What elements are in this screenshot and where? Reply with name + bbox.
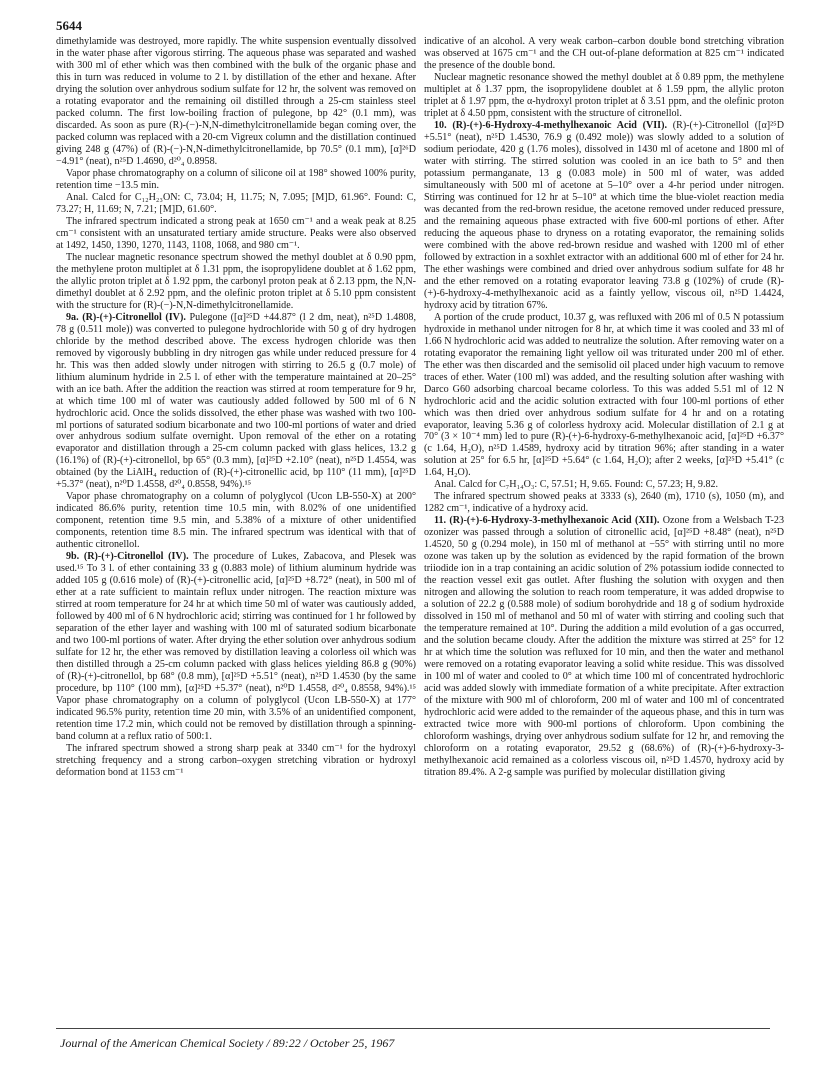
- paragraph: A portion of the crude product, 10.37 g, was refluxed with 206 ml of 0.5 N potassium hydroxide in methanol under nitrogen for 8 hr, at which time it was cooled and 33 ml of 1.66 N hydrochloric acid was added to neutralize the solution. After removing water on a rotating evaporator the remaining light yellow oil was triturated under 200 ml of ether. The ether was then discarded and the semisolid oil placed under high vacuum to remove traces of ether. Water (100 ml) was added, and the resulting solution after washing with Darco G60 adsorbing charcoal became colorless. To this was added 5.51 ml of 12 N hydrochloric acid and the acidic solution extracted with four 100-ml portions of ether which was then dried over anhydrous sodium sulfate for 4 hr and on a rotating evaporator, leaving 5.36 g of colorless hydroxy acid. Molecular distillation of 2.1 g at 70° (3 × 10⁻⁴ mm) led to pure (R)-(+)-6-hydroxy-6-methylhexanoic acid, [α]²⁵D +6.37° (c 1.64, H₂O), n²⁵D 1.4589, hydroxy acid by titration 96%; after standing in a water solution at 25° for 6.5 hr, [α]²⁵D +5.64° (c 1.64, H₂O); after 2 weeks, [α]²⁵D +5.41° (c 1.64, H₂O).: [424, 311, 784, 479]
- paragraph: [56, 312, 416, 492]
- paragraph: The infrared spectrum showed a strong sharp peak at 3340 cm⁻¹ for the hydroxyl stretching frequency and a strong carbon–oxygen stretching vibration or hydroxyl deformation bond at 1153 cm⁻¹: [56, 743, 416, 779]
- paragraph: The infrared spectrum indicated a strong peak at 1650 cm⁻¹ and a weak peak at 8.25 cm⁻¹ consistent with an unsaturated tertiary amide structure. Peaks were also observed at 1492, 1450, 1390, 1270, 1143, 1108, 1068, and 980 cm⁻¹.: [56, 215, 416, 251]
- section-heading: 11. (R)-(+)-6-Hydroxy-3-methylhexanoic Acid (XII).: [434, 515, 660, 527]
- paragraph: [424, 515, 784, 779]
- section-heading: 10. (R)-(+)-6-Hydroxy-4-methylhexanoic Acid (VII).: [434, 119, 667, 131]
- footer-rule: [56, 1028, 770, 1029]
- paragraph: The nuclear magnetic resonance spectrum showed the methyl doublet at δ 0.90 ppm, the methylene proton multiplet at δ 1.31 ppm, the isopropylidene doublet at δ 1.62 ppm, the allylic proton triplet at δ 1.92 ppm, the carbonyl proton peak at δ 2.13 ppm, the N,N-dimethyl doublet at δ 2.92 ppm, and the olefinic proton triplet at δ 5.10 ppm consistent with the structure for (R)-(−)-N,N-dimethylcitronellamide.: [56, 251, 416, 311]
- paragraph: [56, 551, 416, 743]
- journal-citation: Journal of the American Chemical Society / 89:22 / October 25, 1967: [60, 1036, 395, 1050]
- paragraph: Anal. Calcd for C₁₂H₂₃ON: C, 73.04; H, 11.75; N, 7.095; [M]D, 61.96°. Found: C, 73.27; H, 11.69; N, 7.21; [M]D, 61.60°.: [56, 191, 416, 215]
- paragraph: Vapor phase chromatography on a column of polyglycol (Ucon LB-550-X) at 200° indicated 86.6% purity, retention time 10.5 min, with 8.02% of one unidentified component, retention time 9.5 min, and 5.38% of a mixture of other unidentified components, retention time 8.5 min. The infrared spectrum was identical with that of authentic citronellol.: [56, 491, 416, 551]
- paragraph: Anal. Calcd for C₇H₁₄O₃: C, 57.51; H, 9.65. Found: C, 57.23; H, 9.82.: [434, 479, 719, 491]
- section-text: Pulegone ([α]²⁵D +44.87° (l 2 dm, neat), n²⁵D 1.4808, 78 g (0.511 mole)) was converted to pulegone hydrochloride with 50 g of dry hydrogen chloride by the method described above. The excess hydrogen chloride was then removed by vigorously bubbling in dry nitrogen gas while under reduced pressure for 4 hr. This was then added slowly under nitrogen with stirring to 26.5 g (0.7 mole) of lithium aluminum hydride in 2.5 l. of ether with the temperature maintained at 20–25° with an ice bath. After the addition the reaction was stirred at room temperature for 9 hr, at which time 100 ml of water was cautiously added followed by 500 ml of 6 N hydrochloric acid. Once the solids dissolved, the ether phase was washed with two 100-ml portions of saturated sodium bicarbonate and two 100-ml portions of water and dried over anhydrous sodium sulfate overnight. Upon removal of the ether on a rotating evaporator and distillation through a 25-cm column packed with glass helices, 13.2 g (16.1%) of (R)-(+)-citronellol, bp 65° (0.3 mm), [α]²⁵D +2.10° (neat), n²⁵D 1.4554, was obtained (by the LiAlH₄ reduction of (R)-(+)-citronellic acid, bp 110° (11 mm), [α]²⁵D +5.37° (neat), n²⁰D 1.4558, d²⁰₄ 0.8558, 94%).¹⁵: [56, 311, 416, 491]
- paragraph: The infrared spectrum showed peaks at 3333 (s), 2640 (m), 1710 (s), 1050 (m), and 1282 cm⁻¹, indicative of a hydroxy acid.: [424, 491, 784, 515]
- right-column: [424, 36, 784, 779]
- section-text: The procedure of Lukes, Zabacova, and Plesek was used.¹⁵ To 3 l. of ether containing 33 g (0.883 mole) of lithium aluminum hydride was added 105 g (0.616 mole) of (R)-(+)-citronellic acid, [α]²⁵D +8.72° (neat), in 500 ml of ether at a rate sufficient to maintain reflux under nitrogen. The reaction mixture was stirred at room temperature for 24 hr at which time 50 ml of water was cautiously added, followed by 400 ml of 6 N hydrochloric acid; stirring was continued for 1 hr followed by separation of the ether layer and washing with 100 ml of saturated sodium bicarbonate and two 100-ml portions of water. After drying the ether solution over anhydrous sodium sulfate for 12 hr, the ether was removed by distillation leaving a colorless oil which was then distilled through a 25-cm column packed with glass helices yielding 86.8 g (90%) of (R)-(+)-citronellol, bp 68° (0.8 mm), [α]²⁵D +5.51° (neat), n²⁵D 1.4530 (by the same procedure, bp 110° (100 mm), [α]²⁵D +5.37° (neat), n²⁰D 1.4558, d²⁰₄ 0.8558, 94%).¹⁵ Vapor phase chromatography on a column of polyglycol (Ucon LB-550-X) at 177° indicated 96.5% purity, retention time 20 min, with 3.5% of an unidentified component, retention time 17.2 min, which could not be removed by distillation through a spinning-band column at a reflux ratio of 500:1.: [56, 551, 416, 743]
- paragraph: indicative of an alcohol. A very weak carbon–carbon double bond stretching vibration was observed at 1675 cm⁻¹ and the CH out-of-plane deformation at 825 cm⁻¹ indicated the presence of the double bond.: [424, 36, 784, 71]
- section-heading: 9b. (R)-(+)-Citronellol (IV).: [66, 551, 189, 563]
- paragraph: Vapor phase chromatography on a column of silicone oil at 198° showed 100% purity, retention time −13.5 min.: [56, 167, 416, 191]
- section-text: Ozone from a Welsbach T-23 ozonizer was passed through a solution of citronellic acid, [α]²⁵D +8.48° (neat), n²⁵D 1.4520, 50 g (0.294 mole), in 150 ml of methanol at −55° with stirring until no more ozone was taken up by the solution as evidenced by the rapid formation of the brown triiodide ion in a trap containing an acidic solution of 2% potassium iodide connected to the reaction vessel exit gas outlet. After flushing the solution with oxygen and then nitrogen and allowing the solution to reach room temperature, it was added dropwise to a solution of 22.2 g (0.588 mole) of sodium borohydride and 18 g of sodium hydroxide dissolved in 150 ml of methanol and 50 ml of water with stirring and cooling such that the temperature remained at 10°. During the addition a mild evolution of a gas occurred, and the solution became cloudy. After the addition the mixture was stirred at 25° for 12 hr at which time the solution was refluxed for 10 min, and then the water and methanol were removed on a rotating evaporator leaving a solid white residue. This was dissolved in 100 ml of water and cooled to 0° at which time 100 ml of concentrated hydrochloric acid was added slowly with immediate formation of a white precipitate. After extraction of the mixture with 900 ml of chloroform, 200 ml of water and 100 ml of concentrated hydrochloric acid were added to the remainder of the aqueous phase, and this in turn was extracted twice more with 900-ml portions of chloroform. Upon combining the chloroform washings, drying over anhydrous sodium sulfate for 12 hr, and removing the chloroform on a rotating evaporator, 29.52 g (68.6%) of (R)-(+)-6-hydroxy-3-methylhexanoic acid remained as a colorless viscous oil, n²⁵D 1.4570, hydroxy acid by titration 89.4%. A 2-g sample was purified by molecular distillation giving: [424, 515, 785, 779]
- section-heading: 9a. (R)-(+)-Citronellol (IV).: [66, 311, 186, 323]
- section-text: (R)-(+)-Citronellol ([α]²⁵D +5.51° (neat), n²⁵D 1.4530, 76.9 g (0.492 mole)) was slowly added to a solution of sodium periodate, 420 g (1.76 moles), dissolved in 1430 ml of acetone and 1800 ml of water with stirring. The stirred solution was cooled in an ice bath to 5° and then potassium permanganate, 13 g (0.083 mole) in 500 ml of water, was added simultaneously with 500 ml of acetone at 5–10° over a 4-hr period under nitrogen. Stirring was continued for 12 hr at 5–10° at which time the blue-violet reaction media was decanted from the red-brown residue, the acetone removed under reduced pressure, and the remaining aqueous phase extracted with five 600-ml portions of ether. After reducing the aqueous phase to dryness on a rotating evaporator, the remaining solids were combined with the above red-brown residue and washed with 1200 ml of ether followed by extraction in a soxhlet extractor with an additional 600 ml of ether for 24 hr. The ether washings were combined and dried over anhydrous sodium sulfate for 48 hr and the ether removed on a rotating evaporator leaving 73.8 g (102%) of crude (R)-(+)-6-hydroxy-4-methylhexanoic acid as a faintly yellow, viscous oil, n²⁵D 1.4424, hydroxy acid by titration 67%.: [424, 119, 784, 311]
- left-column: [56, 36, 416, 779]
- page-number: 5644: [56, 18, 82, 33]
- paragraph: [424, 120, 784, 312]
- paragraph: dimethylamide was destroyed, more rapidly. The white suspension eventually dissolved in the water phase after vigorous stirring. The aqueous phase was separated and washed with 300 ml of ether which was then combined with the bulk of the organic phase and this in turn was reduced in volume to 2 l. by distillation of the ether and hexane. After drying the solution over anhydrous sodium sulfate for 12 hr, the solvent was removed on a rotating evaporator and the remaining oil distilled through a 25-cm stainless steel packed column. The first low-boiling fraction of pulegone, bp 42° (0.1 mm), was discarded. As soon as pure (R)-(−)-N,N-dimethylcitronellamide began coming over, the packed column was replaced with a 20-cm Vigreux column and the distillation continued giving 248 g (47%) of (R)-(−)-N,N-dimethylcitronellamide, bp 70.5° (0.1 mm), [α]²⁶D −4.91° (neat), n²⁵D 1.4690, d²⁰₄ 0.8958.: [56, 36, 416, 167]
- paragraph: Nuclear magnetic resonance showed the methyl doublet at δ 0.89 ppm, the methylene multiplet at δ 1.37 ppm, the isopropylidene doublet at δ 1.59 ppm, the allylic proton triplet at δ 1.97 ppm, the α-hydroxyl proton triplet at δ 3.51 ppm, and the olefinic proton triplet at δ 4.50 ppm, consistent with the structure of citronellol.: [424, 71, 784, 119]
